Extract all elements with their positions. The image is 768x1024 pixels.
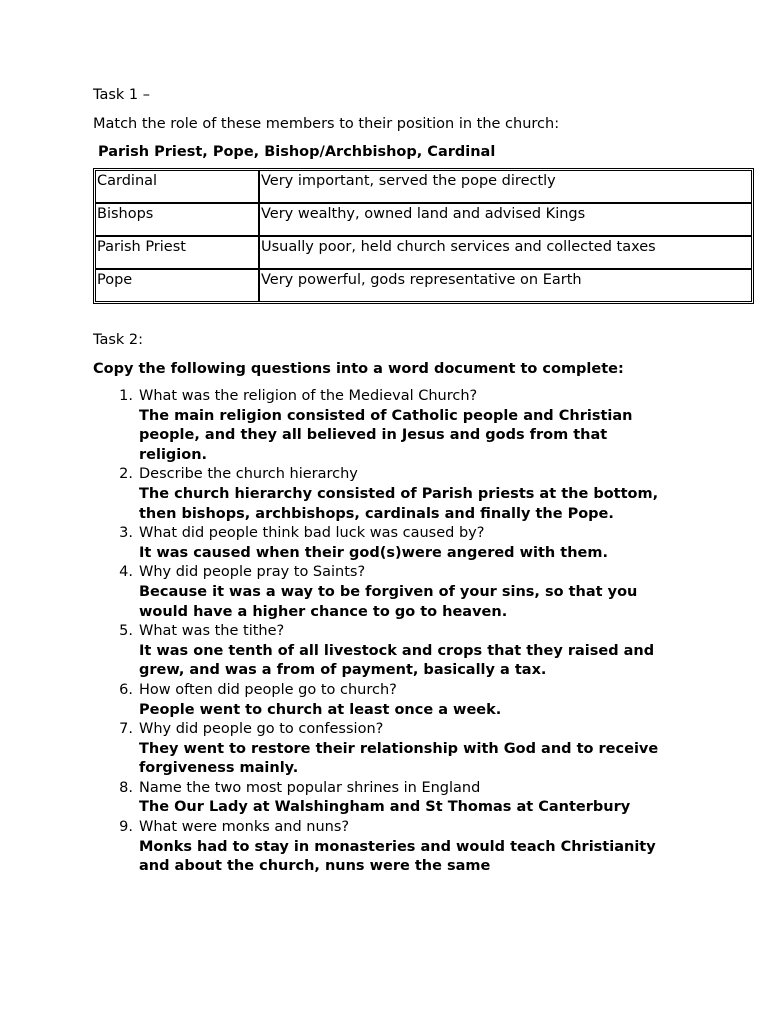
question-number: 4. (119, 564, 133, 581)
question-list (93, 387, 755, 877)
answer-text: Monks had to stay in monasteries and would teach Christianity and about the church, nuns were the same (139, 838, 656, 875)
question-number: 1. (119, 388, 133, 404)
question-number: 9. (119, 819, 133, 836)
question-number: 6. (119, 681, 133, 698)
table-row (95, 170, 752, 203)
question-text: Name the two most popular shrines in England (139, 779, 481, 796)
answer-text: It was one tenth of all livestock and crops that they raised and grew, and was a from of payment, basically a tax. (139, 642, 655, 679)
list-item (93, 720, 755, 779)
description-cell: Very wealthy, owned land and advised Kings (259, 203, 752, 236)
question-text: How often did people go to church? (139, 681, 397, 698)
task2-instruction: Copy the following questions into a word document to complete: (93, 361, 624, 377)
answer-text: The Our Lady at Walshingham and St Thomas at Canterbury (139, 799, 631, 816)
task1-title: Task 1 – (93, 87, 150, 103)
question-text: Why did people pray to Saints? (139, 564, 366, 581)
answer-text: They went to restore their relationship with God and to receive forgiveness mainly. (139, 740, 659, 777)
task2-title: Task 2: (93, 332, 144, 348)
role-cell: Bishops (95, 203, 259, 236)
answer-text: Because it was a way to be forgiven of your sins, so that you would have a higher chance to go to heaven. (139, 583, 638, 620)
list-item (93, 779, 755, 818)
question-number: 7. (119, 721, 133, 738)
question-number: 2. (119, 466, 133, 483)
list-item (93, 387, 755, 465)
answer-text: It was caused when their god(s)were angered with them. (139, 544, 608, 561)
list-item (93, 465, 755, 524)
question-text: What was the tithe? (139, 623, 285, 640)
description-cell: Usually poor, held church services and collected taxes (259, 236, 752, 269)
list-item (93, 563, 755, 622)
question-text: Describe the church hierarchy (139, 466, 358, 483)
question-text: Why did people go to confession? (139, 721, 384, 738)
task1-roles-list: Parish Priest, Pope, Bishop/Archbishop, Cardinal (98, 144, 496, 160)
role-cell: Parish Priest (95, 236, 259, 269)
task1-instruction: Match the role of these members to their position in the church: (93, 116, 560, 132)
document-page (93, 86, 755, 877)
list-item (93, 622, 755, 681)
table-row (95, 269, 752, 302)
list-item (93, 524, 755, 563)
question-number: 8. (119, 779, 133, 796)
description-cell: Very powerful, gods representative on Earth (259, 269, 752, 302)
role-cell: Cardinal (95, 170, 259, 203)
list-item (93, 681, 755, 720)
list-item (93, 818, 755, 877)
table-row (95, 236, 752, 269)
answer-text: The church hierarchy consisted of Parish priests at the bottom, then bishops, archbishops, cardinals and finally the Pope. (139, 485, 659, 522)
table-row (95, 203, 752, 236)
answer-text: People went to church at least once a week. (139, 701, 502, 718)
question-number: 3. (119, 525, 133, 542)
question-number: 5. (119, 623, 133, 640)
question-text: What was the religion of the Medieval Church? (139, 388, 478, 404)
roles-table (93, 168, 754, 304)
answer-text: The main religion consisted of Catholic people and Christian people, and they all believed in Jesus and gods from that religion. (139, 407, 633, 463)
question-text: What did people think bad luck was caused by? (139, 525, 485, 542)
description-cell: Very important, served the pope directly (259, 170, 752, 203)
role-cell: Pope (95, 269, 259, 302)
question-text: What were monks and nuns? (139, 819, 350, 836)
